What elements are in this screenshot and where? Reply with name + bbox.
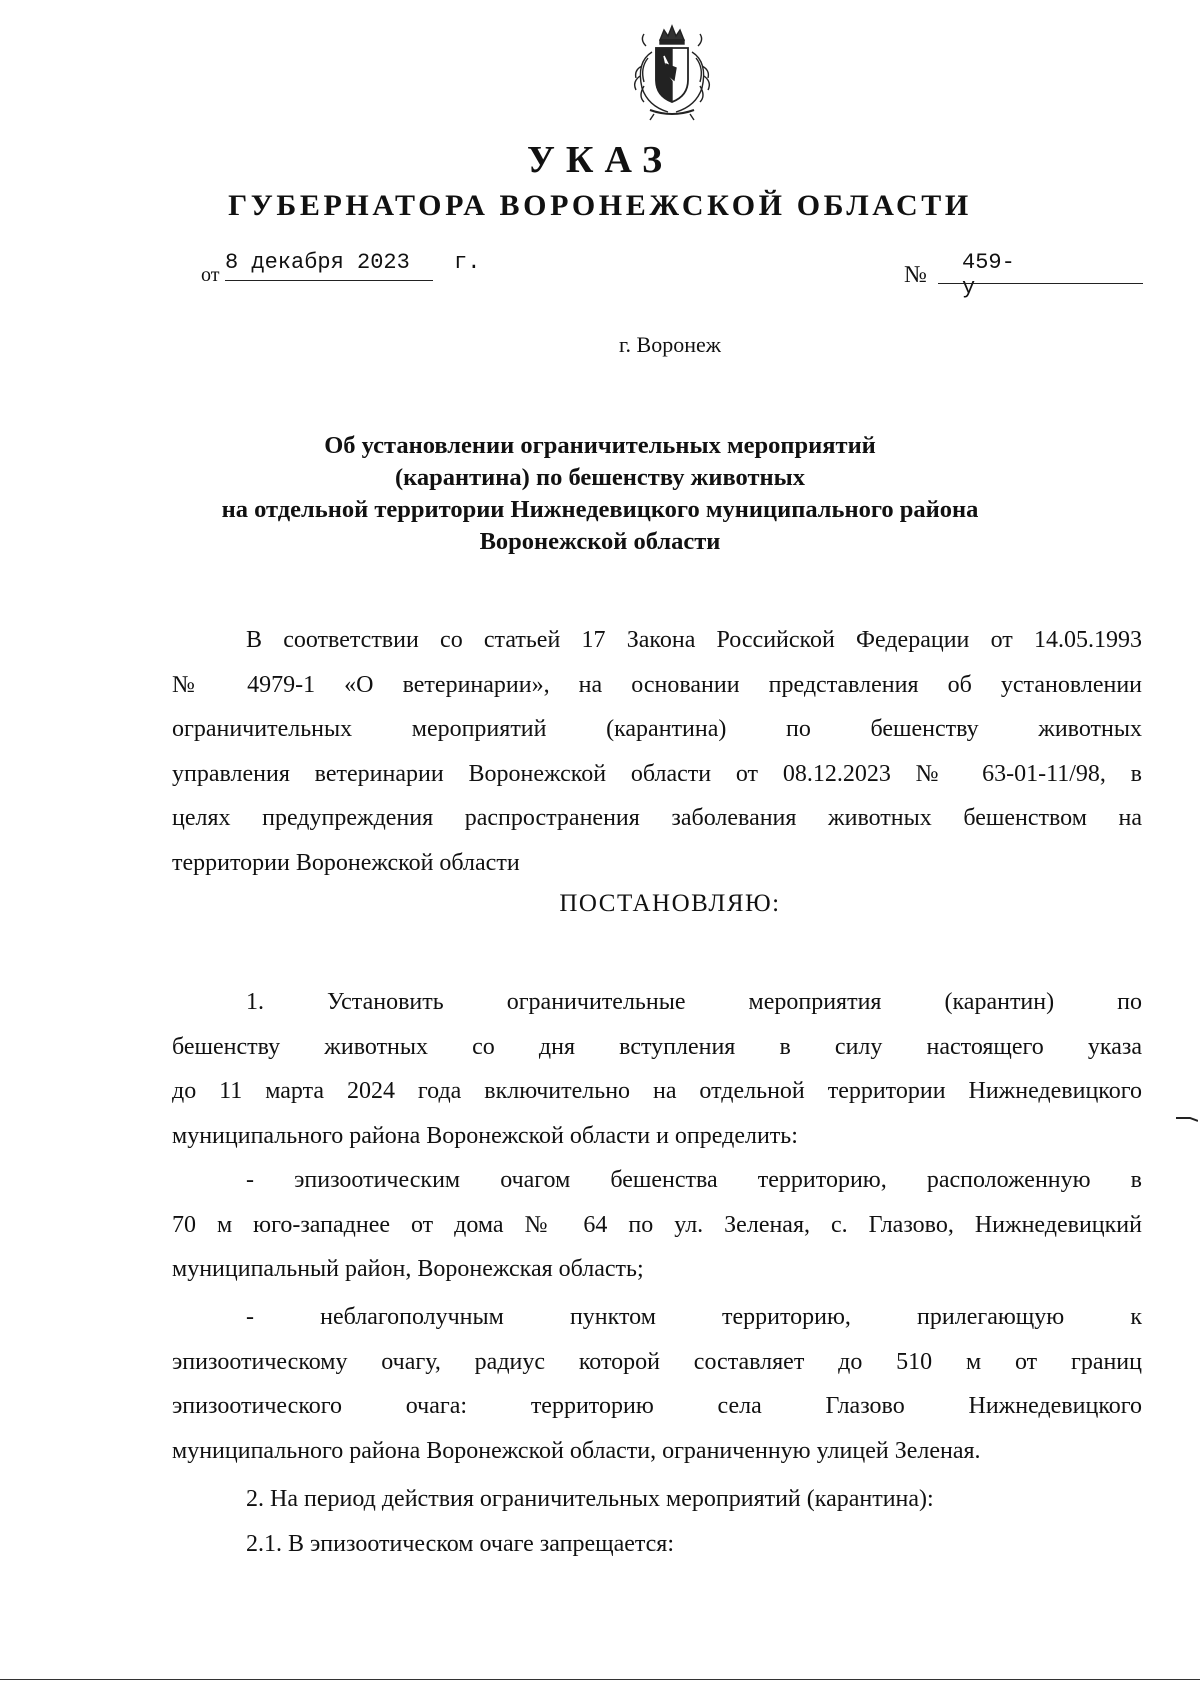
decree-title: УКАЗ bbox=[527, 139, 673, 181]
item-1-line: до 11 марта 2024 года включительно на отдельной территории Нижнедевицкого bbox=[172, 1078, 1142, 1104]
item-1b-line: эпизоотического очага: территорию села Глазово Нижнедевицкого bbox=[172, 1393, 1142, 1419]
document-heading bbox=[100, 430, 1100, 558]
item-2-paragraph bbox=[172, 1477, 1142, 1566]
preamble-line: В соответствии со статьей 17 Закона Российской Федерации от 14.05.1993 bbox=[246, 627, 1142, 653]
item-1-paragraph bbox=[172, 980, 1142, 1158]
preamble-paragraph bbox=[172, 618, 1142, 885]
number-underline bbox=[938, 283, 1143, 284]
date-suffix: г. bbox=[454, 250, 481, 275]
heading-line: (карантина) по бешенству животных bbox=[395, 464, 805, 491]
number-prefix: № bbox=[904, 262, 927, 288]
heading-line: Об установлении ограничительных мероприятий bbox=[324, 432, 876, 459]
date-value bbox=[225, 250, 445, 275]
decree-subtitle: ГУБЕРНАТОРА ВОРОНЕЖСКОЙ ОБЛАСТИ bbox=[228, 189, 972, 222]
item-1-line: 1. Установить ограничительные мероприятия (карантин) по bbox=[246, 989, 1142, 1015]
heading-line: на отдельной территории Нижнедевицкого муниципального района bbox=[221, 496, 979, 523]
margin-mark-icon bbox=[1176, 1116, 1198, 1122]
item-1b-paragraph bbox=[172, 1295, 1142, 1473]
item-1a-paragraph bbox=[172, 1158, 1142, 1292]
preamble-line: № 4979-1 «О ветеринарии», на основании представления об установлении bbox=[172, 671, 1142, 698]
item-2-1-line: 2.1. В эпизоотическом очаге запрещается: bbox=[246, 1530, 675, 1557]
item-1a-line: муниципальный район, Воронежская область; bbox=[172, 1256, 644, 1282]
number-value: 459-у bbox=[962, 250, 1015, 300]
date-value-text: 8 декабря 2023 bbox=[225, 250, 410, 275]
date-underline bbox=[225, 280, 433, 281]
coat-of-arms-icon bbox=[620, 22, 724, 122]
city-name: г. Воронеж bbox=[619, 332, 721, 357]
date-prefix: от bbox=[201, 264, 220, 286]
preamble-line: ограничительных мероприятий (карантина) по бешенству животных bbox=[172, 716, 1142, 742]
item-1a-line: - эпизоотическим очагом бешенства территорию, расположенную в bbox=[246, 1167, 1142, 1193]
preamble-line: целях предупреждения распространения заболевания животных бешенством на bbox=[172, 805, 1142, 831]
item-1-line: муниципального района Воронежской области и определить: bbox=[172, 1122, 798, 1149]
footer-rule bbox=[0, 1679, 1200, 1680]
heading-line: Воронежской области bbox=[479, 528, 721, 555]
item-1-line: бешенству животных со дня вступления в силу настоящего указа bbox=[172, 1033, 1142, 1060]
item-1a-line: 70 м юго-западнее от дома № 64 по ул. Зеленая, с. Глазово, Нижнедевицкий bbox=[172, 1211, 1142, 1238]
preamble-line: управления ветеринарии Воронежской области от 08.12.2023 № 63-01-11/98, в bbox=[172, 760, 1142, 787]
resolve-heading: ПОСТАНОВЛЯЮ: bbox=[559, 890, 781, 917]
item-1b-line: - неблагополучным пунктом территорию, прилегающую к bbox=[246, 1304, 1142, 1330]
item-2-line: 2. На период действия ограничительных мероприятий (карантина): bbox=[246, 1486, 934, 1512]
item-1b-line: эпизоотическому очагу, радиус которой составляет до 510 м от границ bbox=[172, 1348, 1142, 1375]
item-1b-line: муниципального района Воронежской области, ограниченную улицей Зеленая. bbox=[172, 1437, 981, 1464]
preamble-line: территории Воронежской области bbox=[172, 849, 520, 876]
